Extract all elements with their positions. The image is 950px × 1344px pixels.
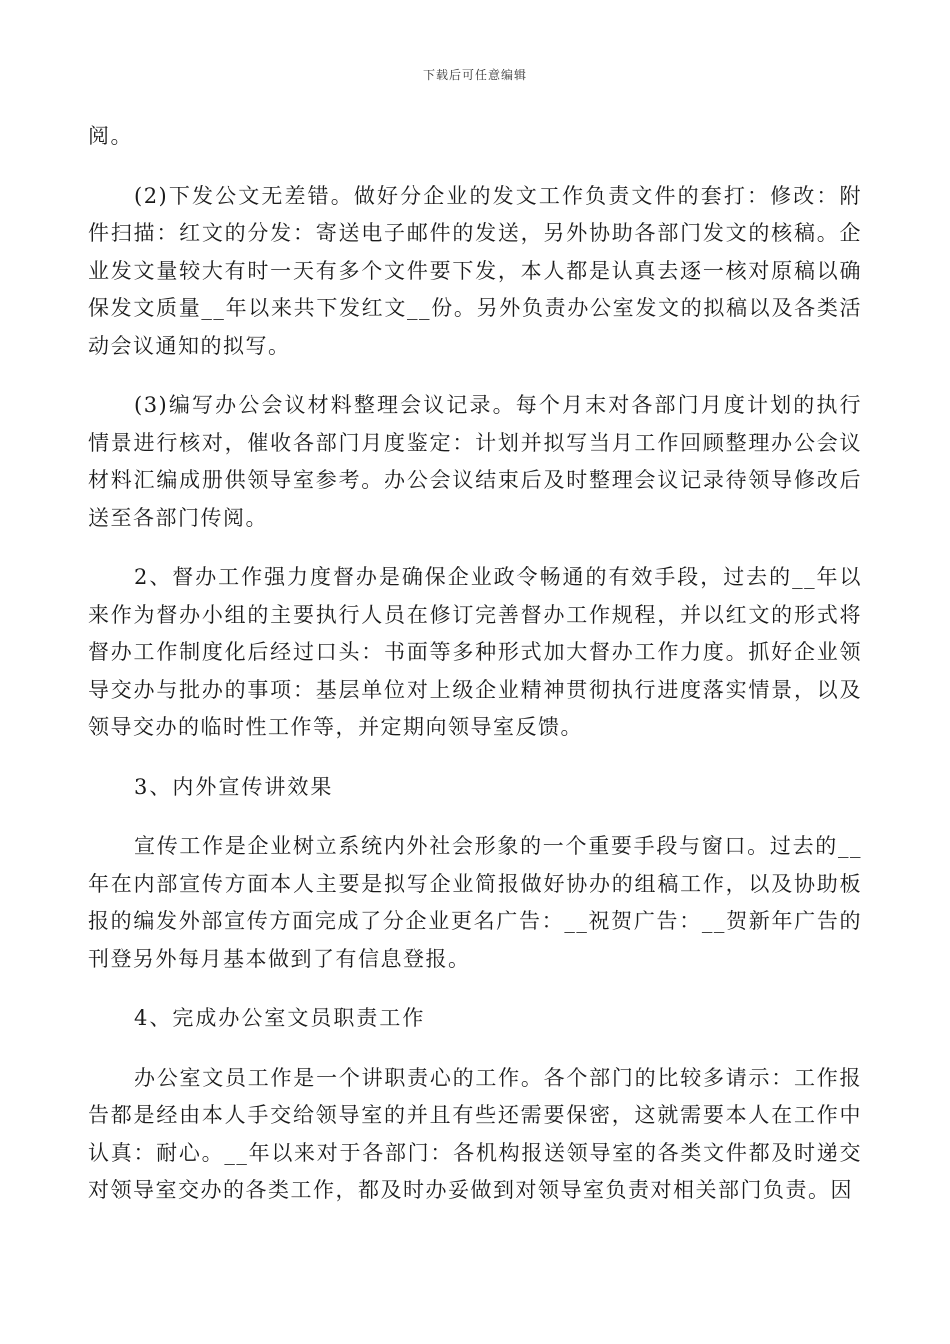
paragraph-continuation: 阅。 [88,124,133,148]
paragraph-supervision: 2、督办工作强力度督办是确保企业政令畅通的有效手段，过去的__年以来作为督办小组的主要执行人员在修订完善督办工作规程，并以红文的形式将督办工作制度化后经过口头：书面等多种形式加大督办工作力度。抓好企业领导交办与批办的事项：基层单位对上级企业精神贯彻执行进度落实情景，以及领导交办的临时性工作等，并定期向领导室反馈。 [88,565,862,739]
paragraph-clerk-duties: 办公室文员工作是一个讲职责心的工作。各个部门的比较多请示：工作报告都是经由本人手交给领导室的并且有些还需要保密，这就需要本人在工作中认真：耐心。__年以来对于各部门：各机构报送领导室的各类文件都及时递交对领导室交办的各类工作，都及时办妥做到对领导室负责对相关部门负责。因 [88,1065,862,1202]
section-heading-publicity: 3、内外宣传讲效果 [134,774,334,799]
paragraph-item-3: (3)编写办公会议材料整理会议记录。每个月末对各部门月度计划的执行情景进行核对，催收各部门月度鉴定：计划并拟写当月工作回顾整理办公会议材料汇编成册供领导室参考。办公会议结束后及时整理会议记录待领导修改后送至各部门传阅。 [88,393,862,530]
paragraph-item-2: (2)下发公文无差错。做好分企业的发文工作负责文件的套打：修改：附件扫描：红文的分发：寄送电子邮件的发送，另外协助各部门发文的核稿。企业发文量较大有时一天有多个文件要下发，本人都是认真去逐一核对原稿以确保发文质量__年以来共下发红文__份。另外负责办公室发文的拟稿以及各类活动会议通知的拟写。 [88,183,862,358]
paragraph-publicity: 宣传工作是企业树立系统内外社会形象的一个重要手段与窗口。过去的__年在内部宣传方面本人主要是拟写企业简报做好协办的组稿工作，以及协助板报的编发外部宣传方面完成了分企业更名广告：__祝贺广告：__贺新年广告的刊登另外每月基本做到了有信息登报。 [88,834,862,971]
section-heading-clerk-duties: 4、完成办公室文员职责工作 [134,1006,426,1030]
page-header: 下载后可任意编辑 [422,68,527,82]
document-body [88,118,862,1232]
